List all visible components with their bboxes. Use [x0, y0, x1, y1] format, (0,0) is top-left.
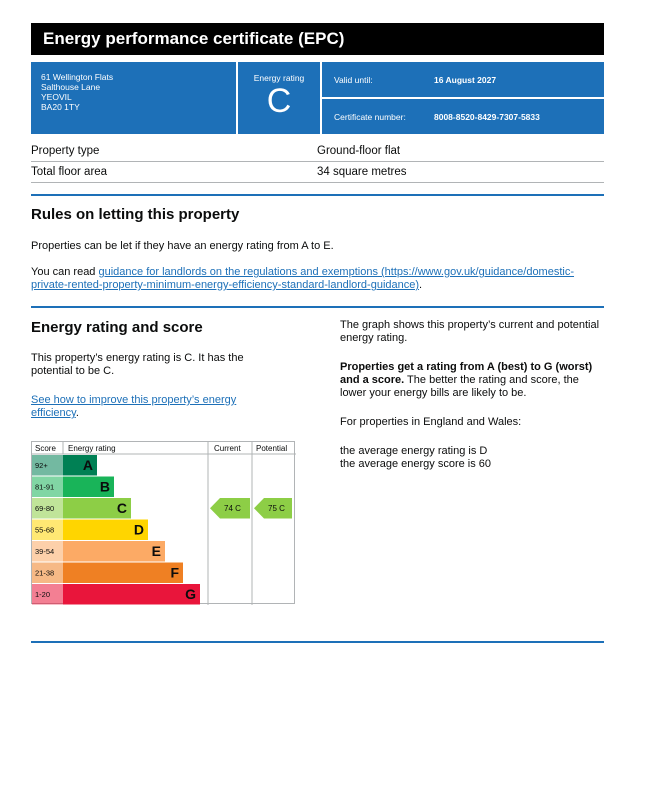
property-key: Property type	[31, 145, 100, 157]
epc-document	[31, 23, 604, 604]
valid-until-row	[322, 62, 604, 97]
energy-rating-box	[238, 62, 320, 134]
certificate-number-value: 8008-8520-8429-7307-5833	[434, 111, 540, 122]
energy-right-column	[340, 319, 604, 604]
letting-paragraph: Properties can be let if they have an energy rating from A to E.	[31, 240, 334, 252]
score-range-label: 21-38	[35, 568, 55, 578]
bottom-divider	[31, 641, 604, 643]
improve-efficiency-link[interactable]: See how to improve this property’s energy efficiency	[31, 394, 237, 419]
guidance-prefix: You can read	[31, 266, 99, 278]
chart-header-label: Score	[35, 444, 56, 453]
energy-rating-chart-svg	[32, 442, 296, 605]
rating-band-bar	[63, 541, 165, 562]
region-text: For properties in England and Wales:	[340, 416, 522, 428]
energy-section	[31, 306, 604, 604]
graph-explanation: The graph shows this property’s current and potential energy rating.	[340, 319, 600, 344]
address-line: YEOVIL	[41, 92, 72, 102]
chart-header-label: Energy rating	[68, 444, 116, 453]
improve-paragraph	[31, 394, 261, 420]
average-rating-text: the average energy rating is D	[340, 445, 488, 457]
guidance-suffix: .	[419, 279, 423, 291]
certificate-number-row	[322, 99, 604, 134]
guidance-link-url: (https://www.gov.uk/guidance/domestic-private-rented-property-minimum-energy-efficiency-standard-landlord-guidance)	[31, 266, 575, 291]
energy-rating-letter: C	[266, 82, 292, 120]
rating-explanation-rest: The better the rating and score, the lower your energy bills are likely to be.	[340, 374, 579, 399]
rating-explanation	[340, 361, 604, 400]
score-range-label: 55-68	[35, 525, 55, 535]
rating-band-letter: F	[170, 564, 179, 581]
potential-rating-label: 75 C	[268, 504, 285, 513]
rating-band-letter: C	[116, 500, 127, 516]
rating-explanation-bold: Properties get a rating from A (best) to G (worst) and a score.	[340, 361, 593, 386]
energy-rating-label: Energy rating	[253, 73, 305, 83]
property-value: Ground-floor flat	[317, 145, 401, 157]
score-range-label: 1-20	[35, 590, 51, 599]
rating-band-letter: B	[99, 478, 110, 495]
rating-band-letter: D	[133, 521, 144, 538]
score-range-label: 39-54	[35, 547, 55, 556]
address-line: BA20 1TY	[41, 102, 80, 112]
certificate-details	[322, 62, 604, 134]
rating-band-bar	[63, 563, 183, 584]
table-row	[31, 162, 604, 183]
score-range-label: 92+	[35, 461, 48, 470]
address-line: Salthouse Lane	[41, 82, 101, 92]
property-key: Total floor area	[31, 166, 108, 178]
chart-header-label: Current	[214, 444, 241, 453]
chart-header-label: Potential	[256, 444, 288, 453]
letting-heading: Rules on letting this property	[31, 206, 240, 223]
guidance-link[interactable]	[31, 266, 574, 291]
guidance-link-text: guidance for landlords on the regulations and exemptions	[98, 266, 378, 278]
rating-band-letter: A	[82, 457, 93, 473]
address-line: 61 Wellington Flats	[41, 72, 114, 82]
letting-guidance-paragraph	[31, 266, 604, 292]
improve-suffix: .	[75, 407, 79, 419]
rating-band-letter: G	[185, 586, 196, 602]
average-score-text: the average energy score is 60	[340, 458, 492, 470]
current-rating-label: 74 C	[224, 504, 241, 513]
table-row	[31, 141, 604, 162]
energy-rating-chart	[31, 441, 295, 604]
property-value: 34 square metres	[317, 166, 407, 178]
score-range-label: 69-80	[35, 504, 55, 513]
energy-left-column	[31, 319, 340, 604]
address-block	[31, 62, 236, 134]
energy-rating-text: This property’s energy rating is C. It has the potential to be C.	[31, 352, 244, 377]
energy-heading: Energy rating and score	[31, 319, 203, 336]
property-table	[31, 141, 604, 183]
summary-panel	[31, 62, 604, 134]
rating-band-letter: E	[151, 543, 161, 559]
letting-section	[31, 194, 604, 292]
rating-band-bar	[63, 584, 200, 605]
page-title: Energy performance certificate (EPC)	[31, 23, 604, 55]
valid-until-label: Valid until:	[334, 74, 373, 85]
valid-until-value: 16 August 2027	[434, 74, 497, 85]
score-range-label: 81-91	[35, 482, 55, 492]
certificate-number-label: Certificate number:	[334, 111, 406, 122]
